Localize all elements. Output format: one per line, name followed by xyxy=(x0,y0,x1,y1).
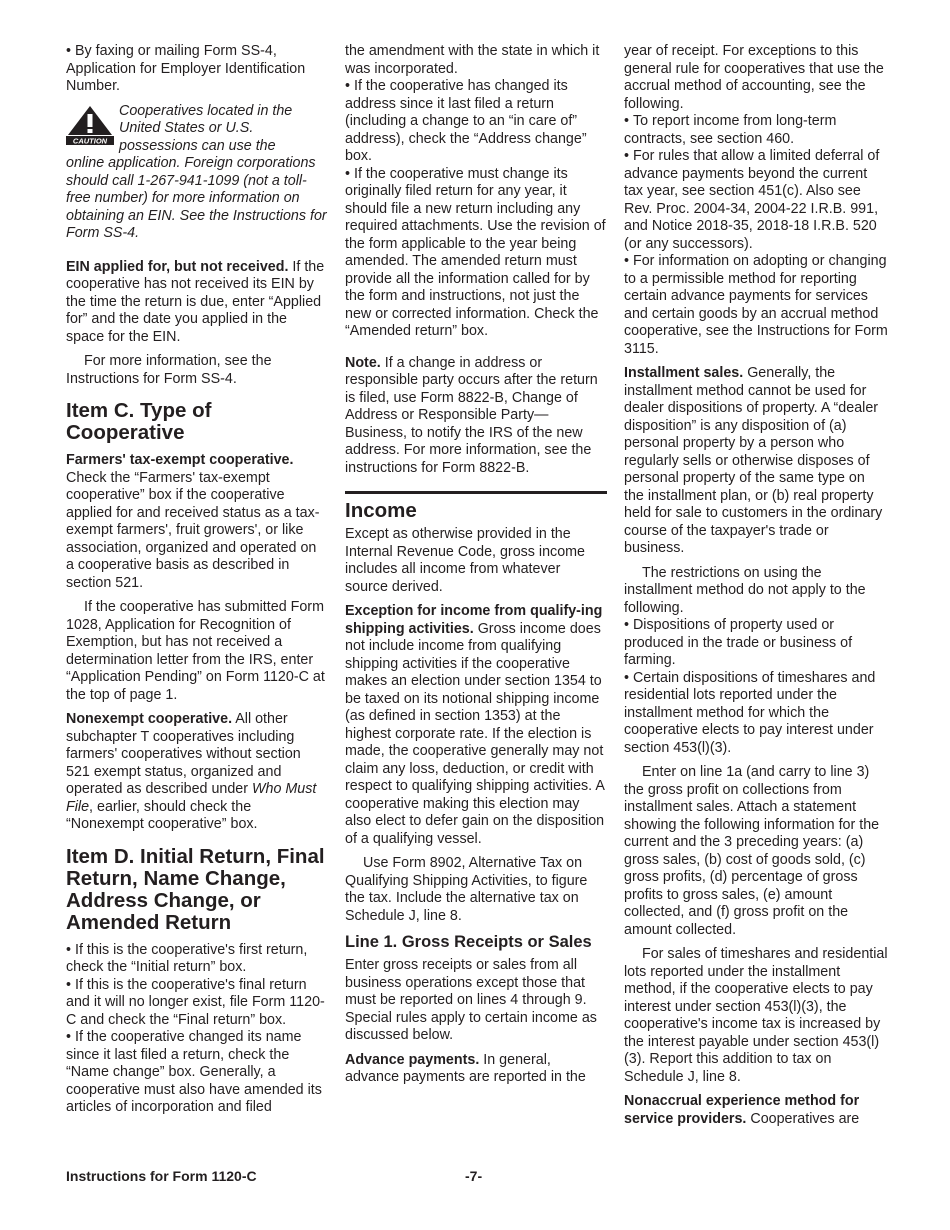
caution-label: CAUTION xyxy=(72,136,108,145)
line1-paragraph: Enter gross receipts or sales from all business operations except those that must be reported on lines 4 through 9. Special rules apply to certain income as discussed below. xyxy=(345,957,597,1043)
income-heading: Income xyxy=(345,499,417,522)
bullet-item: • To report income from long-term contracts, see section 460. xyxy=(624,113,888,148)
column-3 xyxy=(624,43,888,1135)
section-rule xyxy=(345,491,607,494)
continued-text: the amendment with the state in which it was incorporated. xyxy=(345,43,600,77)
bullet-item: • If this is the cooperative's final return and it will no longer exist, file Form 1120-C and check the “Final return” box. xyxy=(66,977,328,1030)
bullet-item: • Certain dispositions of timeshares and residential lots reported under the installment method for which the cooperative elects to pay interest under section 453(l)(3). xyxy=(624,670,888,758)
caution-text-cont: online application. Foreign corporations should call 1-267-941-1099 (not a toll-free number) for more information on obtaining an EIN. See the Instructions for Form SS-4. xyxy=(66,155,327,241)
farmers-paragraph: Farmers' tax-exempt cooperative. Check the “Farmers' tax-exempt cooperative” box if the cooperative applied for and received status as a tax-exempt farmers', fruit growers', or like association, organized and operated on a cooperative basis as described in section 521. xyxy=(66,452,320,591)
income-paragraph: Except as otherwise provided in the Internal Revenue Code, gross income includes all income from whatever source derived. xyxy=(345,526,586,595)
bullet-item: • If the cooperative has changed its address since it last filed a return (including a change to an “in care of” address), check the “Address change” box. xyxy=(345,78,607,166)
more-info-paragraph: For more information, see the Instructions for Form SS-4. xyxy=(66,353,272,387)
restrictions-paragraph: The restrictions on using the installment method do not apply to the following. xyxy=(624,564,866,616)
note-paragraph: Note. If a change in address or responsible party occurs after the return is filed, use Form 8822-B, Change of Address or Responsible Party—Business, to notify the IRS of the new address. For more information, see the instructions for Form 8822-B. xyxy=(345,354,598,476)
installment-paragraph: Installment sales. Generally, the installment method cannot be used for dealer dispositions of property. A “dealer disposition” is any disposition of (a) personal property by a person who regularly sells or otherwise disposes of personal property of the same type on the installment plan, or (b) real property held for sale to customers in the ordinary course of the taxpayer's trade or business. xyxy=(624,365,883,556)
caution-icon xyxy=(66,105,114,145)
caution-box xyxy=(66,103,328,243)
page-number: -7- xyxy=(465,1168,483,1184)
bullet-item: • If this is the cooperative's first return, check the “Initial return” box. xyxy=(66,942,328,977)
bullet-item: • If the cooperative changed its name since it last filed a return, check the “Name change” box. Generally, a cooperative must also have amended its articles of incorporation and filed xyxy=(66,1029,328,1117)
ein-paragraph: EIN applied for, but not received. If the cooperative has not received its EIN by the time the return is due, enter “Applied for” and the date you applied in the space for the EIN. xyxy=(66,258,325,345)
bullet-item: • By faxing or mailing Form SS-4, Application for Employer Identification Number. xyxy=(66,43,328,96)
bullet-item: • Dispositions of property used or produced in the trade or business of farming. xyxy=(624,617,888,670)
footer-title: Instructions for Form 1120-C xyxy=(66,1168,257,1184)
bullet-item: • If the cooperative must change its originally filed return for any year, it should file a new return including any required attachments. Use the revision of the form applicable to the year being amended. The amended return must provide all the information called for by the form and instructions, not just the new or corrected information. Check the “Amended return” box. xyxy=(345,166,607,341)
item-d-heading: Item D. Initial Return, Final Return, Name Change, Address Change, or Amended Return xyxy=(66,844,325,934)
bullet-item: • For information on adopting or changing to a permissible method for reporting certain advance payments for services and certain goods by an accrual method cooperative, see the Instructions for Form 3115. xyxy=(624,253,888,358)
line1-heading: Line 1. Gross Receipts or Sales xyxy=(345,933,592,951)
exception-paragraph: Exception for income from qualify-ing shipping activities. Gross income does not include income from qualifying shipping activities if the cooperative makes an election under section 1354 to be taxed on its notional shipping income (as defined in section 1353) at the highest corporate rate. If the election is made, the cooperative generally may not claim any loss, deduction, or credit with respect to qualifying shipping activities. A cooperative making this election may also elect to defer gain on the disposition of a qualifying vessel. xyxy=(345,603,605,847)
column-2 xyxy=(345,43,607,1094)
item-c-heading: Item C. Type of Cooperative xyxy=(66,399,212,444)
enter-paragraph: Enter on line 1a (and carry to line 3) the gross profit on collections from installment sales. Attach a statement showing the following information for the current and the 3 preceding years: (a) gross sales, (b) cost of goods sold, (c) gross profits, (d) percentage of gross profits to gross sales, (e) amount collected, and (f) gross profit on the amount collected. xyxy=(624,764,880,938)
continued-text: year of receipt. For exceptions to this general rule for cooperatives that use the accrual method of accounting, see the following. xyxy=(624,43,884,112)
caution-text: Cooperatives located in the United States or U.S. possessions can use the xyxy=(119,102,293,154)
form1028-paragraph: If the cooperative has submitted Form 1028, Application for Recognition of Exemption, but has not received a determination letter from the IRS, enter “Application Pending” on Form 1120-C at the top of page 1. xyxy=(66,599,325,703)
bullet-item: • For rules that allow a limited deferral of advance payments beyond the current tax year, see section 451(c). Also see Rev. Proc. 2004-34, 2004-22 I.R.B. 991, and Notice 2018-35, 2018-18 I.R.B. 520 (or any successors). xyxy=(624,148,888,253)
nonaccrual-paragraph: Nonaccrual experience method for service providers. Cooperatives are xyxy=(624,1093,860,1127)
column-1 xyxy=(66,43,328,1117)
advance-paragraph: Advance payments. In general, advance payments are reported in the xyxy=(345,1051,586,1085)
timeshare-paragraph: For sales of timeshares and residential lots reported under the installment method, if the cooperative elects to pay interest under section 453(l)(3), the cooperative's income tax is increased by the interest payable under section 453(l)(3). Report this addition to tax on Schedule J, line 8. xyxy=(624,946,888,1085)
form8902-paragraph: Use Form 8902, Alternative Tax on Qualifying Shipping Activities, to figure the tax. Include the alternative tax on Schedule J, line 8. xyxy=(345,855,588,924)
nonexempt-paragraph: Nonexempt cooperative. All other subchapter T cooperatives including farmers' cooperatives without section 521 exempt status, organized and operated as described under Who Must File, earlier, should check the “Nonexempt cooperative” box. xyxy=(66,711,317,832)
